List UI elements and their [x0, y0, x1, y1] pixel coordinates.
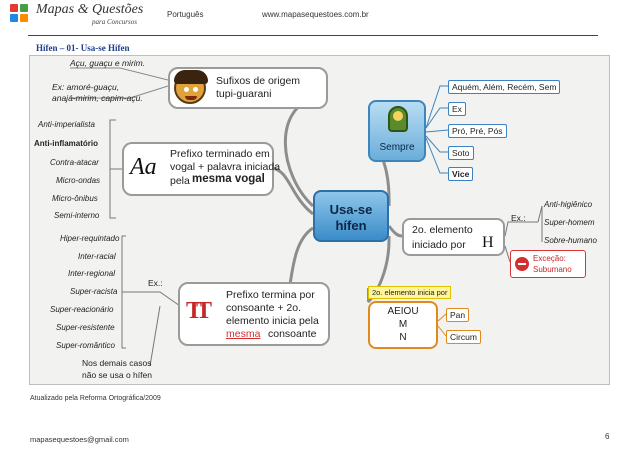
h-example: Sobre-humano — [544, 236, 597, 245]
header-url[interactable]: www.mapasequestoes.com.br — [262, 10, 369, 19]
clock-badge-icon — [388, 106, 408, 132]
h-example: Super-homem — [544, 218, 595, 227]
prefix-vowel-line-2: vogal + palavra iniciada — [170, 161, 281, 173]
page-title: Hífen – 01- Usa-se Hífen — [36, 43, 130, 53]
brand-subtitle: para Concursos — [92, 18, 137, 26]
prefix-vowel-line-3: pela — [170, 175, 190, 187]
prefix-consonant-tail: consoante — [268, 328, 317, 340]
center-node-line-1: Usa-se — [329, 202, 373, 217]
suffix-example-line-2: anajá-mirim, capim-açu. — [52, 93, 143, 103]
exception-box — [510, 250, 586, 278]
vowel-example: Contra-atacar — [50, 158, 99, 167]
prefix-consonant-line-2: consoante + 2o. — [226, 302, 302, 314]
sempre-item: Pró, Pré, Pós — [448, 124, 507, 138]
prefix-consonant-node — [178, 282, 330, 346]
prefix-consonant-line-1: Prefixo termina por — [226, 289, 315, 301]
vowel-example: Micro-ondas — [56, 176, 101, 185]
prefix-consonant-line-3: elemento inicia pela — [226, 315, 319, 327]
page-number: 6 — [605, 432, 610, 441]
header-subject: Português — [167, 10, 204, 19]
vowel-start-example: Circum — [446, 330, 481, 344]
footer-note: Atualizado pela Reforma Ortográfica/2009 — [30, 395, 161, 402]
h-rule-line-1: 2o. elemento — [412, 224, 473, 236]
h-letter: H — [482, 234, 494, 251]
consonant-example: Inter-racial — [78, 252, 116, 261]
center-node — [313, 190, 389, 242]
stop-sign-icon — [515, 257, 529, 271]
suffix-node-line-1: Sufixos de origem — [216, 75, 301, 87]
consonant-note-line-2: não se usa o hífen — [82, 370, 152, 380]
sempre-item: Soto — [448, 146, 474, 160]
brand-logo-icon — [10, 4, 30, 24]
h-example: Anti-higiênico — [544, 200, 593, 209]
sempre-item: Ex — [448, 102, 466, 116]
consonant-note-line-1: Nos demais casos — [82, 358, 152, 368]
mind-map — [29, 55, 610, 385]
consonant-example: Super-resistente — [56, 323, 115, 332]
vowel-line: M — [398, 319, 408, 330]
vowel-start-label: 2o. elemento inicia por — [368, 286, 451, 299]
suffix-example-line-1: Ex: amoré-guaçu, — [52, 82, 120, 92]
consonant-example: Super-racista — [70, 287, 118, 296]
sempre-item: Aquém, Além, Recém, Sem — [448, 80, 560, 94]
footer-email[interactable]: mapasequestoes@gmail.com — [30, 435, 129, 444]
prefix-vowel-node — [122, 142, 281, 196]
vowel-example: Anti-inflamatório — [34, 139, 98, 148]
suffix-node — [168, 67, 328, 109]
suffix-item: Açu, guaçu e mirim. — [70, 58, 146, 68]
aa-letters-icon: Aa — [130, 154, 157, 180]
sempre-node — [368, 100, 426, 162]
consonant-example: Super-romântico — [56, 341, 115, 350]
header-divider — [28, 35, 598, 36]
exception-word: Subumano — [533, 265, 572, 274]
vowel-line: N — [399, 332, 407, 343]
prefix-consonant-emphasis: mesma — [226, 328, 261, 340]
sempre-label: Sempre — [379, 142, 415, 153]
vowel-start-example: Pan — [446, 308, 469, 322]
h-rule-node — [402, 218, 505, 256]
brand-name: Mapas & Questões — [36, 2, 144, 17]
prefix-vowel-emphasis: mesma vogal — [192, 173, 265, 185]
vowel-start-box — [368, 301, 438, 349]
vowel-line: AEIOU — [387, 306, 419, 317]
vowel-example: Micro-ônibus — [52, 194, 98, 203]
consonant-example: Inter-regional — [68, 269, 115, 278]
face-character-icon — [174, 72, 206, 104]
h-rule-line-2: iniciado por — [412, 239, 466, 251]
tt-letters-icon: TT — [186, 298, 207, 324]
exception-label: Exceção: — [533, 254, 566, 263]
suffix-node-line-2: tupi-guarani — [216, 88, 272, 100]
sempre-item: Vice — [448, 167, 473, 181]
vowel-example: Anti-imperialista — [38, 120, 95, 129]
h-ex-label: Ex.: — [511, 213, 526, 223]
vowel-example: Semi-interno — [54, 211, 100, 220]
consonant-example: Hiper-requintado — [60, 234, 120, 243]
consonant-ex-label: Ex.: — [148, 278, 163, 288]
prefix-vowel-line-1: Prefixo terminado em — [170, 148, 270, 160]
consonant-example: Super-reacionário — [50, 305, 114, 314]
center-node-line-2: hífen — [335, 218, 367, 233]
